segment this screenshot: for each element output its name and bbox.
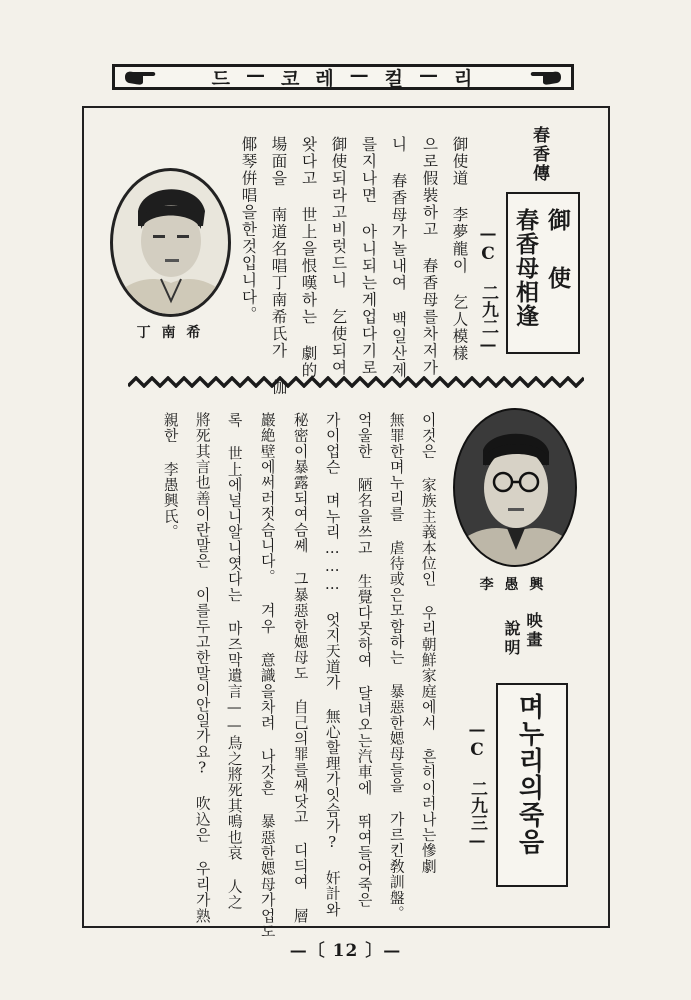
header-char: 코	[280, 67, 302, 90]
body-line: 니 春香母가놀내여 백일산제	[389, 136, 408, 379]
body-line: 秘密이暴露되여슴쎼 그暴惡한媤母도 自己의罪를쌔닷고 디듸여 層	[291, 412, 309, 924]
record-number: —C 二九三—	[467, 720, 487, 851]
pointing-hand-icon	[527, 67, 563, 87]
body-line: 록 世上에널니알니엿다는 마즈막遺言——鳥之將死其鳴也哀 人之	[225, 412, 243, 911]
portrait-photo	[453, 408, 577, 567]
title-box	[506, 192, 580, 354]
body-line: 御使되라고비럿드니 乞使되여	[329, 136, 348, 377]
header-char: 레	[315, 67, 336, 90]
body-line: 無罪한며누리를 虐待或은모함하는 暴惡한媤母들을 가르킨敎訓盤。	[387, 412, 405, 922]
body-line: 으로假裝하고 春香母를차저가	[420, 136, 439, 377]
header-char: —	[349, 63, 371, 86]
body-line: 親한 李愚興氏。	[161, 412, 179, 540]
body-line: 御使道 李夢龍이 乞人模樣	[450, 136, 469, 362]
body-line: 가이업슨 며누리……… 엇지天道가 無心할理가잇슴가? 奸計와	[323, 412, 341, 918]
header-title	[212, 64, 475, 91]
title-text: 며누리의죽음	[514, 693, 544, 855]
genre-label: 說明	[502, 620, 521, 658]
man-with-glasses-portrait-icon	[455, 410, 575, 565]
genre-label: 春香傳	[529, 126, 549, 183]
page-number: —〔 12 〕—	[289, 941, 402, 961]
body-line: 왓다고 世上을恨嘆하는 劇的	[299, 136, 318, 379]
portrait-photo	[110, 168, 231, 317]
body-line: 倻琴倂唱을한것입니다。	[239, 136, 258, 323]
header-char: —	[245, 63, 267, 86]
body-line: 場面을 南道名唱丁南希氏가 伽	[269, 136, 288, 396]
header-char: 드	[211, 67, 232, 90]
man-portrait-icon	[113, 171, 228, 314]
page-header-banner	[112, 64, 574, 90]
title-line-1: 御 使	[544, 208, 571, 293]
body-line: 억울한 陋名을쓰고 生覺다못하여 달녀오는汽車에 뛰여들어죽은	[355, 412, 373, 908]
header-char: 컬	[384, 67, 406, 90]
body-line: 巖絶壁에써러젓슴니다。 겨우 意識을차려 나갓흔 暴惡한媤母가업도	[258, 412, 276, 940]
header-char: —	[419, 63, 441, 86]
body-line: 이것은 家族主義本位인 우리朝鮮家庭에서 흔히이러나는慘劇	[419, 412, 437, 875]
genre-label: 映畫	[524, 612, 543, 650]
photo-caption: 丁 南 希	[136, 325, 204, 341]
header-char: 리	[454, 67, 475, 90]
body-line: 將死其言也善이란말은 이를두고한말이안일가요? 吹込은 우리가熟	[193, 412, 211, 924]
body-line: 를지나면 아니되는게업다기로	[359, 136, 378, 377]
title-line-2: 春香母相逢	[512, 208, 539, 328]
pointing-hand-icon	[123, 67, 159, 87]
title-box	[496, 683, 568, 887]
zigzag-divider	[128, 376, 584, 388]
photo-caption: 李 愚 興	[479, 577, 547, 593]
record-number: —C 二九二—	[478, 224, 498, 355]
